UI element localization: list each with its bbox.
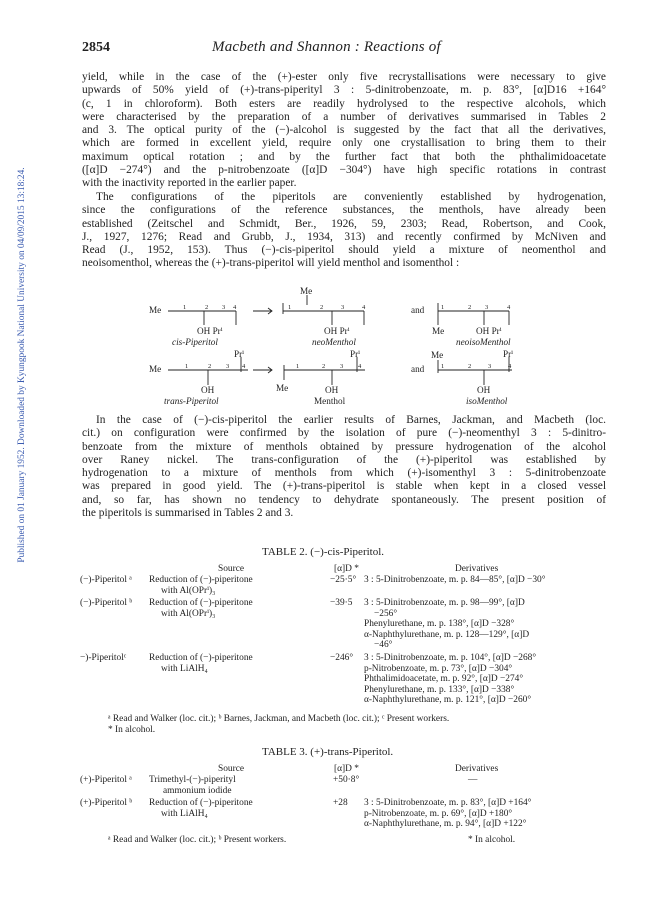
methyl-label: Me: [149, 364, 162, 374]
hydroxyl-label: OH: [201, 385, 215, 395]
table-2-caption: TABLE 2. (−)-cis-Piperitol.: [262, 546, 385, 558]
table-row-compound: (−)-Piperitol ᵇ: [80, 598, 133, 608]
text-line: since the configurations of the reference substances, the menthols, have already been: [82, 204, 606, 217]
text-line: In the case of (−)-cis-piperitol the earlier results of Barnes, Jackman, and Macbeth (loc.: [96, 414, 606, 426]
text-line: cit.) on configuration were confirmed by the isolation of pure (−)-neomenthyl 3 : 5-dinitro-: [82, 427, 606, 440]
methyl-label: Me: [149, 305, 162, 315]
text-line: maximum optical rotation ; and by the further fact that both the phthalimidoacetate: [82, 150, 606, 163]
svg-text:3: 3: [226, 363, 230, 370]
table-row-compound: (−)-Piperitol ᵃ: [80, 575, 132, 585]
table-3-header-source: Source: [218, 764, 245, 774]
table-row-source: Reduction of (−)-piperitone with LiAlH₄: [149, 653, 253, 674]
table-row-rotation: −25·5°: [330, 575, 357, 585]
isopropyl-label: Prⁱ: [234, 349, 245, 359]
svg-text:3: 3: [340, 363, 344, 370]
svg-text:1: 1: [185, 363, 189, 370]
text-line: and 3. The optical purity of the (−)-alcohol is suggested by the fact that all the derivatives,: [82, 124, 606, 137]
isopropyl-label: Prⁱ: [503, 349, 514, 359]
text-line: which are formed in excellent yield, require only one crystallisation to bring them to their: [82, 137, 606, 150]
compound-name-isomenthol: isoMenthol: [466, 396, 508, 406]
svg-text:4: 4: [362, 304, 366, 311]
svg-text:4: 4: [242, 363, 246, 370]
and-label: and: [411, 305, 425, 315]
svg-text:4: 4: [358, 363, 362, 370]
table-row-derivatives: 3 : 5-Dinitrobenzoate, m. p. 83°, [α]D +164° p-Nitrobenzoate, m. p. 69°, [α]D +180° α-Naphthylurethane, m. p. 94°, [α]D +122°: [364, 798, 532, 830]
table-3-header-rotation: [α]D *: [334, 764, 359, 774]
table-2-header-derivatives: Derivatives: [455, 564, 499, 574]
table-2-header-source: Source: [218, 564, 245, 574]
svg-text:1: 1: [441, 304, 445, 311]
svg-text:1: 1: [441, 363, 445, 370]
svg-text:3: 3: [488, 363, 492, 370]
table-row-rotation: −246°: [330, 653, 354, 663]
compound-name-menthol: Menthol: [314, 396, 346, 406]
text-line: hydrogenation to a mixture of menthols from which (+)-isomenthyl 3 : 5-dinitrobenzoate: [82, 467, 606, 480]
svg-text:3: 3: [341, 304, 345, 311]
methyl-label: Me: [300, 286, 313, 296]
svg-text:3: 3: [485, 304, 489, 311]
svg-text:1: 1: [183, 304, 187, 311]
table-row-compound: (+)-Piperitol ᵇ: [80, 798, 133, 808]
svg-text:2: 2: [468, 363, 472, 370]
table-row-source: Trimethyl-(−)-piperityl ammonium iodide: [149, 775, 236, 796]
table-2-footnote: ᵃ Read and Walker (loc. cit.); ᵇ Barnes, Jackman, and Macbeth (loc. cit.); ᶜ Present workers.: [108, 714, 450, 724]
svg-text:2: 2: [322, 363, 326, 370]
hydroxyl-label: OH: [325, 385, 339, 395]
table-row-source: Reduction of (−)-piperitone with Al(OPrⁱ)₃: [149, 575, 253, 596]
text-line: established (Zeitschel and Schmidt, Ber., 1926, 59, 2303; Read, Robertson, and Cook,: [82, 217, 606, 230]
svg-text:2: 2: [208, 363, 212, 370]
text-line: neoisomenthol, whereas the (+)-trans-piperitol will yield menthol and isomenthol :: [82, 257, 460, 270]
download-sidebar: Published on 01 January 1952. Downloaded by Kyungpook National University on 04/09/2015 13:18:24.: [17, 167, 27, 563]
table-2-header-rotation: [α]D *: [334, 564, 359, 574]
methyl-label: Me: [432, 326, 445, 336]
table-row-compound: (+)-Piperitol ᵃ: [80, 775, 132, 785]
text-line: over Raney nickel. The trans-configuration of the (+)-piperitol was established by: [82, 453, 606, 466]
table-2-footnote-asterisk: * In alcohol.: [108, 725, 156, 735]
text-line: and, so far, has shown no tendency to dehydrate spontaneously. The present position of: [82, 493, 606, 506]
svg-text:4: 4: [508, 363, 512, 370]
hydroxyl-label: OH: [477, 385, 491, 395]
compound-name-trans-piperitol: trans-Piperitol: [164, 396, 219, 406]
text-line: with the inactivity reported in the earlier paper.: [82, 177, 297, 190]
text-line: the piperitols is summarised in Tables 2 and 3.: [82, 507, 294, 520]
compound-name-neomenthol: neoMenthol: [312, 337, 356, 347]
svg-text:4: 4: [507, 304, 511, 311]
text-line: The configurations of the piperitols are conveniently established by hydrogenation,: [96, 191, 606, 203]
text-line: ([α]D −274°) and the p-nitrobenzoate ([α]D −304°) have high specific rotations in contrast: [82, 164, 606, 177]
substituents-label: OH Prⁱ: [324, 326, 350, 336]
substituents-label: OH Prⁱ: [476, 326, 502, 336]
compound-name-neoisomenthol: neoisoMenthol: [456, 337, 511, 347]
svg-text:3: 3: [222, 304, 226, 311]
table-3-header-derivatives: Derivatives: [455, 764, 499, 774]
table-row-derivatives: 3 : 5-Dinitrobenzoate, m. p. 84—85°, [α]D −30°: [364, 575, 546, 585]
text-line: benzoate from the mixture of menthols obtained by pressure hydrogenation of the alcohol: [82, 440, 606, 453]
table-row-rotation: +28: [333, 798, 348, 808]
svg-text:1: 1: [288, 304, 292, 311]
compound-name-cis-piperitol: cis-Piperitol: [172, 337, 218, 347]
text-line: Read (J., 1952, 153). Thus (−)-cis-piperitol should yield a mixture of neomenthol and: [82, 244, 606, 257]
and-label: and: [411, 364, 425, 374]
isopropyl-label: Prⁱ: [350, 349, 361, 359]
paragraph-3: [82, 414, 606, 520]
svg-text:1: 1: [296, 363, 300, 370]
svg-text:2: 2: [468, 304, 472, 311]
text-line: was prepared in good yield. The (+)-trans-piperitol is stable when kept in a closed vessel: [82, 480, 606, 493]
page-number: 2854: [82, 40, 110, 55]
text-line: upwards of 50% yield of (+)-trans-piperityl 3 : 5-dinitrobenzoate, m. p. 83°, [α]D16 +164°: [82, 84, 606, 97]
table-row-source: Reduction of (−)-piperitone with LiAlH₄: [149, 798, 253, 819]
text-line: (c, 1 in chloroform). Both esters are readily hydrolysed to the respective alcohols, which: [82, 97, 606, 110]
text-line: were characterised by the preparation of a number of derivatives summarised in Tables 2: [82, 110, 606, 123]
svg-text:4: 4: [233, 304, 237, 311]
table-row-source: Reduction of (−)-piperitone with Al(OPrⁱ)₃: [149, 598, 253, 619]
table-row-compound: −)-Piperitolᶜ: [80, 653, 127, 663]
table-row-derivatives: 3 : 5-Dinitrobenzoate, m. p. 98—99°, [α]D −256° Phenylurethane, m. p. 138°, [α]D −328° α-Naphthylurethane, m. p. 128—129°, [α]D −46°: [364, 598, 530, 651]
table-row-rotation: +50·8°: [333, 775, 360, 785]
table-row-derivatives: 3 : 5-Dinitrobenzoate, m. p. 104°, [α]D −268° p-Nitrobenzoate, m. p. 73°, [α]D −304° Phthalimidoacetate, m. p. 92°, [α]D −274° Phenylurethane, m. p. 133°, [α]D −338° α-Naphthylurethane, m. p. 121°, [α]D −260°: [364, 653, 537, 706]
table-3-footnote-asterisk: * In alcohol.: [468, 835, 516, 845]
substituents-label: OH Prⁱ: [197, 326, 223, 336]
table-row-derivatives: —: [468, 775, 478, 785]
running-title: Macbeth and Shannon : Reactions of: [212, 39, 441, 55]
svg-text:2: 2: [205, 304, 209, 311]
table-row-rotation: −39·5: [330, 598, 353, 608]
methyl-label: Me: [276, 383, 289, 393]
methyl-label: Me: [431, 350, 444, 360]
svg-text:2: 2: [320, 304, 324, 311]
text-line: J., 1927, 1276; Read and Grubb, J., 1934, 313) and recently confirmed by McNiven and: [82, 230, 606, 243]
text-line: yield, while in the case of the (+)-ester only five recrystallisations were necessary to give: [82, 71, 606, 83]
table-3-footnote: ᵃ Read and Walker (loc. cit.); ᵇ Present workers.: [108, 835, 287, 845]
table-3-caption: TABLE 3. (+)-trans-Piperitol.: [262, 746, 394, 758]
